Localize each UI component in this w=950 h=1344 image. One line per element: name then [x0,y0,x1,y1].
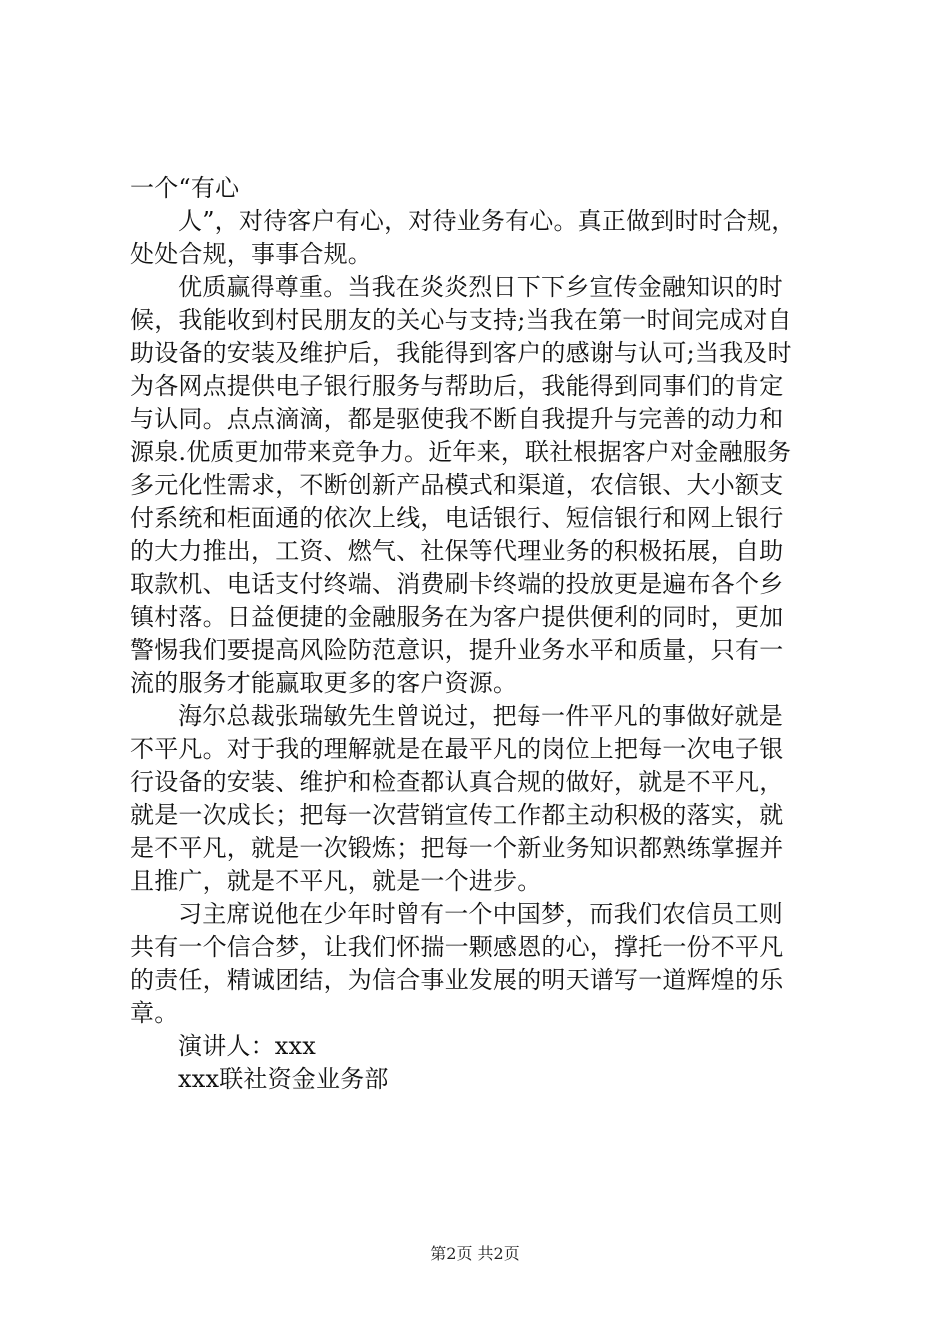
text-line: 且推广，就是不平凡，就是一个进步。 [130,867,542,895]
text-line: 取款机、电话支付终端、消费刷卡终端的投放更是遍布各个乡 [130,570,784,598]
text-line: 的大力推出，工资、燃气、社保等代理业务的积极拓展，自助 [130,537,784,565]
text-line: 候，我能收到村民朋友的关心与支持;当我在第一时间完成对自 [130,306,792,334]
text-line: 与认同。点点滴滴，都是驱使我不断自我提升与完善的动力和 [130,405,784,433]
department-line: xxx联社资金业务部 [178,1065,389,1093]
text-line: 行设备的安装、维护和检查都认真合规的做好，就是不平凡， [130,768,784,796]
paragraph-start-line: 海尔总裁张瑞敏先生曾说过，把每一件平凡的事做好就是 [178,702,783,730]
text-line: 共有一个信合梦，让我们怀揣一颗感恩的心，撑托一份不平凡 [130,933,784,961]
paragraph-start-line: 习主席说他在少年时曾有一个中国梦，而我们农信员工则 [178,900,783,928]
page-number-footer: 第2页 共2页 [430,1244,520,1263]
text-line: 镇村落。日益便捷的金融服务在为客户提供便利的同时，更加 [130,603,784,631]
text-line: 处处合规，事事合规。 [130,240,372,268]
text-line: 一个“有心 [130,174,240,202]
text-line: 流的服务才能赢取更多的客户资源。 [130,669,518,697]
text-line: 章。 [130,999,179,1027]
text-line: 的责任，精诚团结，为信合事业发展的明天谱写一道辉煌的乐 [130,966,784,994]
text-line: 源泉.优质更加带来竞争力。近年来，联社根据客户对金融服务 [130,438,792,466]
text-line: 为各网点提供电子银行服务与帮助后，我能得到同事们的肯定 [130,372,784,400]
text-line: 助设备的安装及维护后，我能得到客户的感谢与认可;当我及时 [130,339,792,367]
document-body [130,172,830,1096]
text-line: 人”，对待客户有心，对待业务有心。真正做到时时合规， [178,207,796,235]
speaker-line: 演讲人：xxx [178,1032,317,1060]
text-line: 警惕我们要提高风险防范意识，提升业务水平和质量，只有一 [130,636,784,664]
text-line: 不平凡。对于我的理解就是在最平凡的岗位上把每一次电子银 [130,735,784,763]
text-line: 是不平凡，就是一次锻炼；把每一个新业务知识都熟练掌握并 [130,834,784,862]
text-line: 付系统和柜面通的依次上线，电话银行、短信银行和网上银行 [130,504,784,532]
text-line: 多元化性需求，不断创新产品模式和渠道，农信银、大小额支 [130,471,784,499]
text-line: 就是一次成长；把每一次营销宣传工作都主动积极的落实，就 [130,801,784,829]
paragraph-start-line: 优质赢得尊重。当我在炎炎烈日下下乡宣传金融知识的时 [178,273,783,301]
